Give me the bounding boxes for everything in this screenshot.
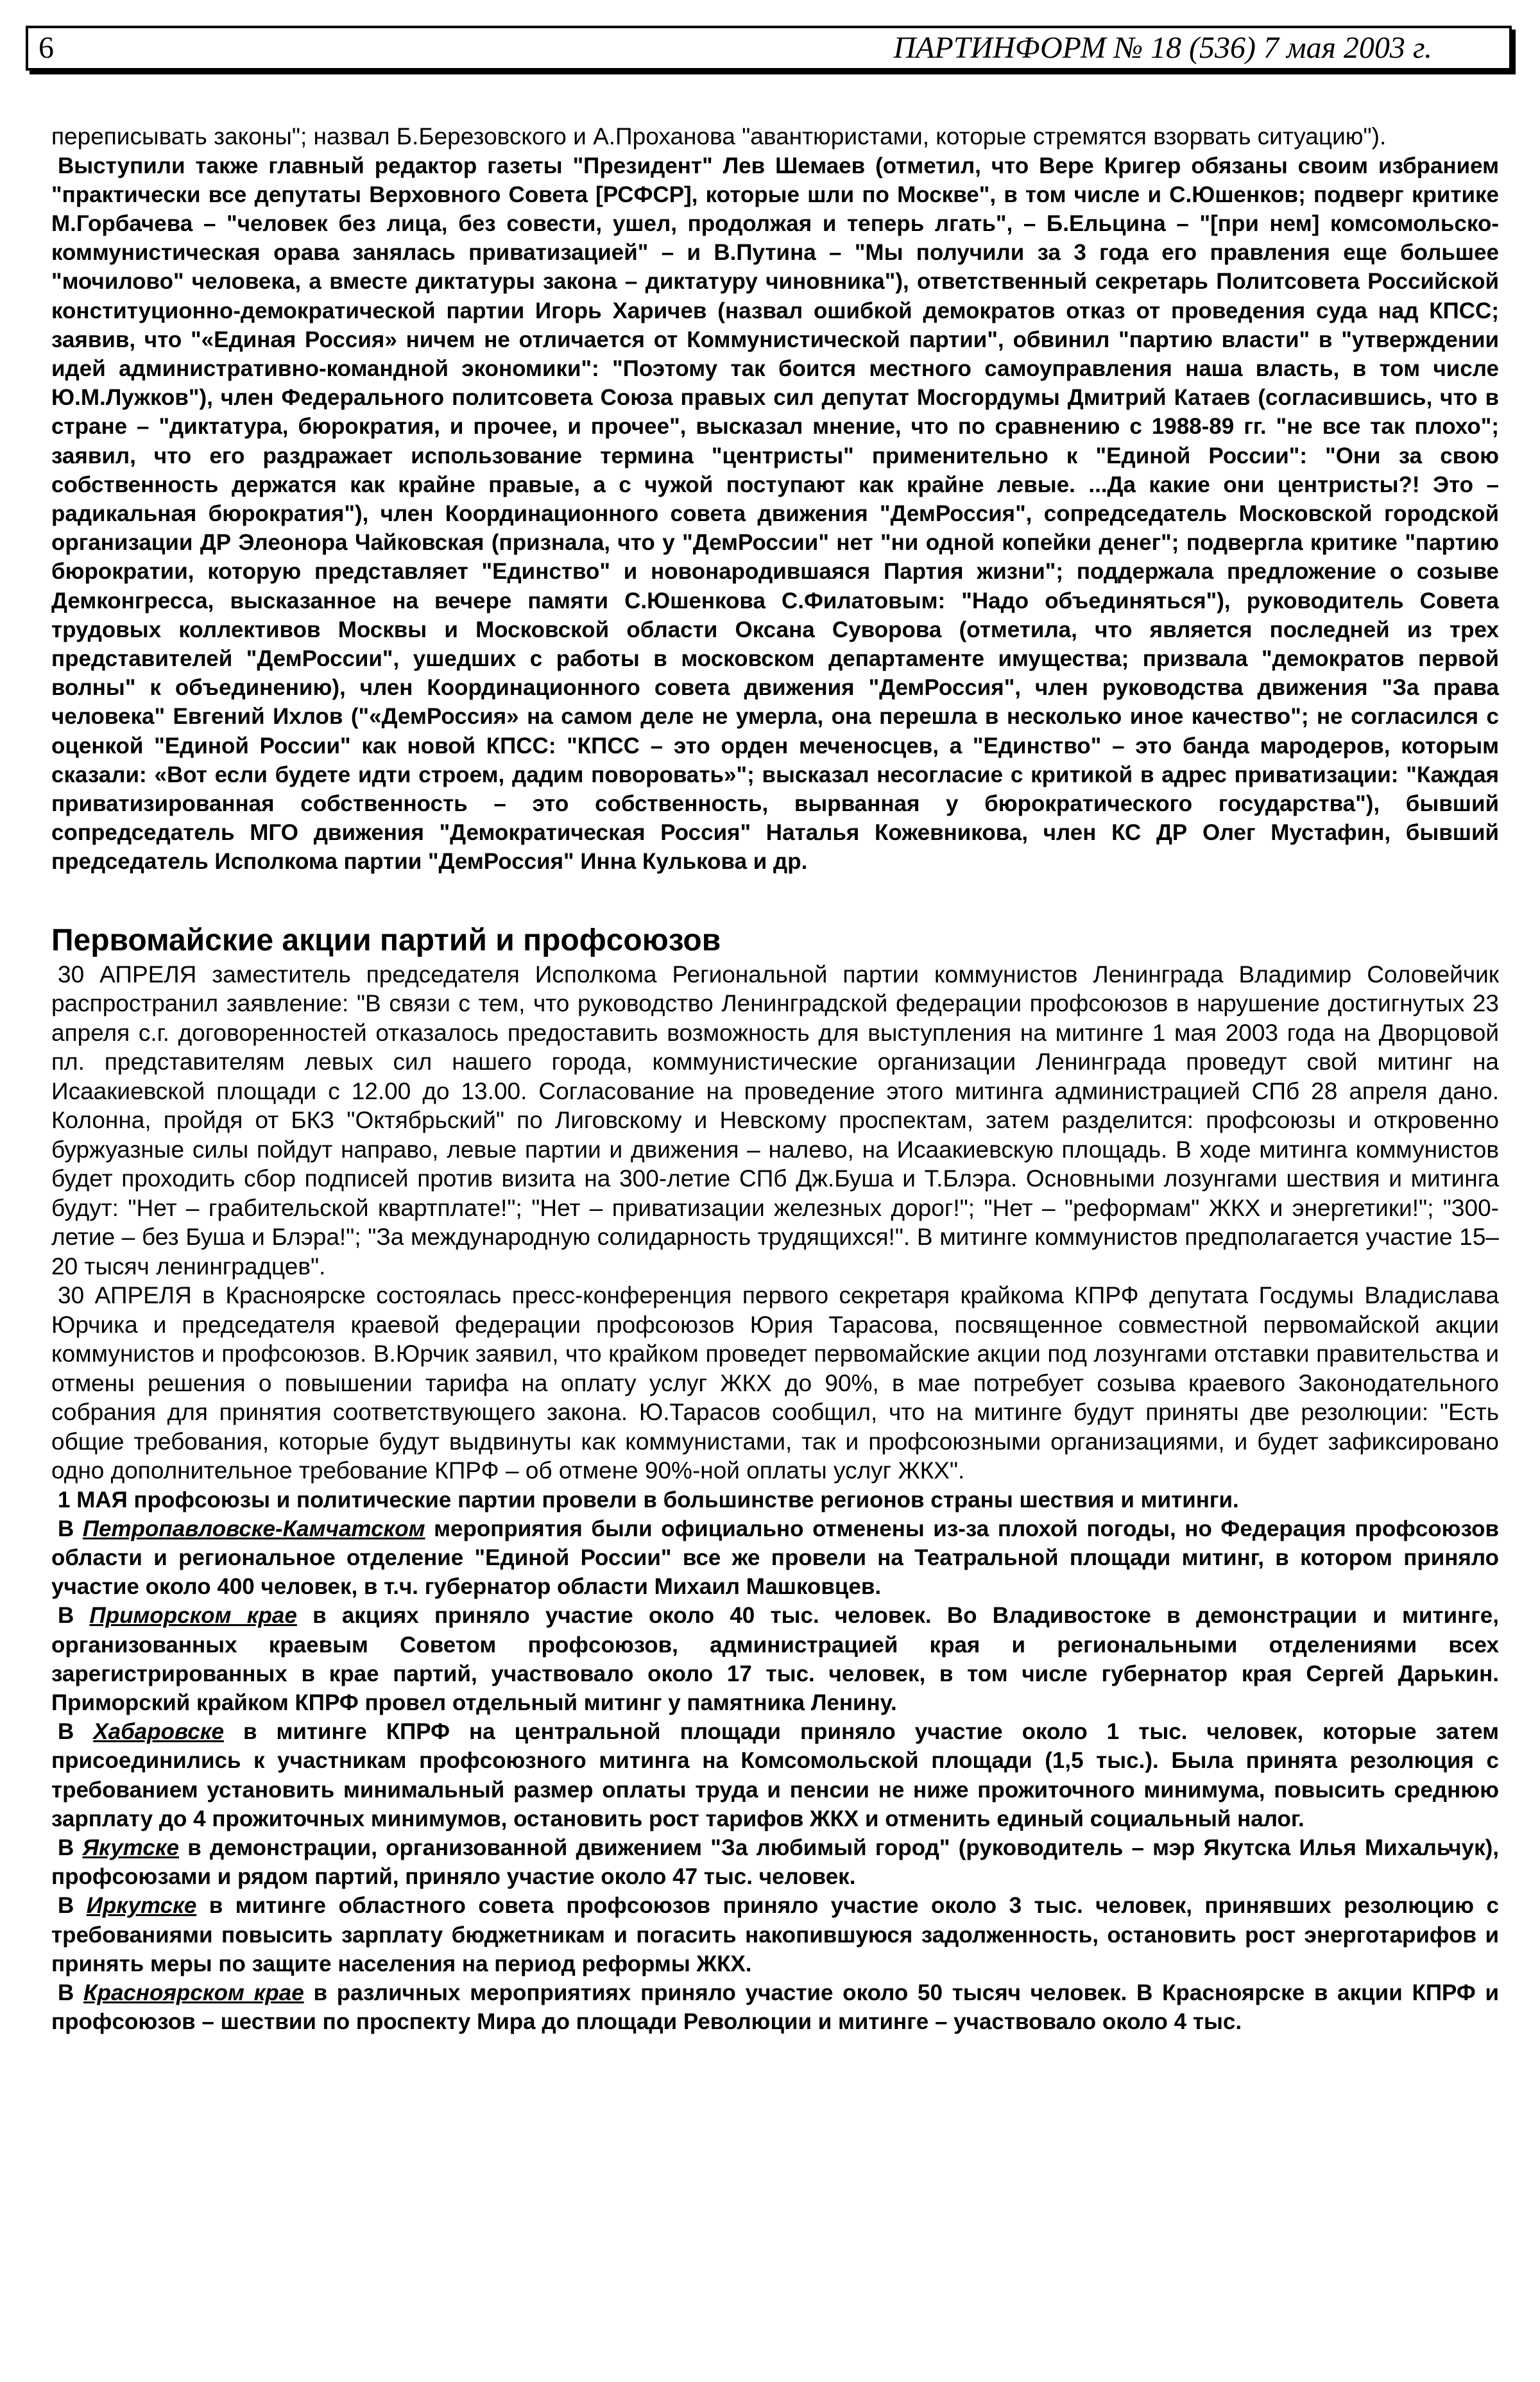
region-name: Приморском крае	[89, 1603, 297, 1629]
article-body	[51, 122, 1499, 2036]
region-paragraph: В Якутске в демонстрации, организованной движением "За любимый город" (руководитель – мэр Якутска Илья Михальчук), профсоюзами и рядом партий, приняло участие около 47 тыс. человек.	[51, 1835, 1499, 1890]
region-paragraph: В Петропавловске-Камчатском мероприятия были официально отменены из-за плохой погоды, но Федерация профсоюзов области и региональное отделение "Единой России" все же провели на Театральной площади митинг, в котором приняло участие около 400 человек, в т.ч. губернатор области Михаил Машковцев.	[51, 1516, 1499, 1600]
region-paragraph: В Приморском крае в акциях приняло участие около 40 тыс. человек. Во Владивостоке в демонстрации и митинге, организованных краевым Советом профсоюзов, администрацией края и региональными отделениями всех зарегистрированных в крае партий, участвовало около 17 тыс. человек, в том числе губернатор края Сергей Дарькин. Приморский крайком КПРФ провел отдельный митинг у памятника Ленину.	[51, 1603, 1499, 1715]
region-name: Петропавловске-Камчатском	[82, 1516, 425, 1541]
region-name: Якутске	[82, 1835, 180, 1861]
region-name: Хабаровске	[93, 1719, 224, 1745]
section-title: Первомайские акции партий и профсоюзов	[51, 923, 721, 957]
region-paragraph: В Иркутске в митинге областного совета профсоюзов приняло участие около 3 тыс. человек, принявших резолюцию с требованиями повысить зарплату бюджетникам и погасить накопившуюся задолженность, остановить рост энерготарифов и принять меры по защите населения на период реформы ЖКХ.	[51, 1893, 1500, 1976]
region-paragraph: В Красноярском крае в различных мероприятиях приняло участие около 50 тысяч человек. В Красноярске в акции КПРФ и профсоюзов – шествии по проспекту Мира до площади Революции и митинге – участвовало около 4 тыс.	[51, 1980, 1500, 2035]
region-paragraph: В Хабаровске в митинге КПРФ на центральной площади приняло участие около 1 тыс. человек, которые затем присоединились к участникам профсоюзного митинга на Комсомольской площади (1,5 тыс.). Была принята резолюция с требованием установить минимальный размер оплаты труда и пенсии не ниже прожиточного минимума, повысить среднюю зарплату до 4 прожиточных минимумов, остановить рост тарифов ЖКХ и отменить единый социальный налог.	[51, 1719, 1499, 1831]
region-name: Иркутске	[86, 1893, 197, 1919]
page-header	[26, 26, 1512, 71]
may-day-summary: 1 МАЯ профсоюзы и политические партии провели в большинстве регионов страны шествия и митинги.	[58, 1487, 1239, 1512]
publication-info: ПАРТИНФОРМ № 18 (536) 7 мая 2003 г.	[893, 31, 1432, 65]
leningrad-paragraph: 30 АПРЕЛЯ заместитель председателя Исполкома Региональной партии коммунистов Ленинграда Владимир Соловейчик распространил заявление: "В связи с тем, что руководство Ленинградской федерации профсоюзов в нарушение достигнутых 23 апреля с.г. договоренностей отказалось предоставить возможность для выступления на митинге 1 мая 2003 года на Дворцовой пл. представителям левых сил нашего города, коммунистические организации Ленинграда проведут свой митинг на Исаакиевской площади с 12.00 до 13.00. Согласование на проведение этого митинга администрацией СПб 28 апреля дано. Колонна, пройдя от БКЗ "Октябрьский" по Лиговскому и Невскому проспектам, затем разделится: профсоюзы и откровенно буржуазные силы пойдут направо, левые партии и движения – налево, на Исаакиевскую площадь. В ходе митинга коммунистов будет проходить сбор подписей против визита на 300-летие СПб Дж.Буша и Т.Блэра. Основными лозунгами шествия и митинга будут: "Нет – грабительской квартплате!"; "Нет – приватизации железных дорог!"; "Нет – "реформам" ЖКХ и энергетики!"; "300-летие – без Буша и Блэра!"; "За международную солидарность трудящихся!". В митинге коммунистов предполагается участие 15–20 тысяч ленинградцев".	[51, 961, 1499, 1280]
region-name: Красноярском крае	[83, 1980, 304, 2006]
speakers-paragraph: Выступили также главный редактор газеты "Президент" Лев Шемаев (отметил, что Вере Кригер обязаны своим избранием "практически все депутаты Верховного Совета [РСФСР], которые шли по Москве", в том числе и С.Юшенков; подверг критике М.Горбачева – "человек без лица, без совести, ушел, продолжая и теперь лгать", – Б.Ельцина – "[при нем] комсомольско-коммунистическая орава занялась приватизацией" – и В.Путина – "Мы получили за 3 года его правления еще большее "мочилово" человека, а вместе диктатуры закона – диктатуру чиновника"), ответственный секретарь Политсовета Российской конституционно-демократической партии Игорь Харичев (назвал ошибкой демократов отказ от проведения суда над КПСС; заявив, что "«Единая Россия» ничем не отличается от Коммунистической партии", обвинил "партию власти" в "утверждении идей административно-командной экономики": "Поэтому так боится местного самоуправления наша власть, в том числе Ю.М.Лужков"), член Федерального политсовета Союза правых сил депутат Мосгордумы Дмитрий Катаев (согласившись, что в стране – "диктатура, бюрократия, и прочее, и прочее", высказал мнение, что по сравнению с 1988-89 гг. "не все так плохо"; заявил, что его раздражает использование термина "центристы" применительно к "Единой России": "Они за свою собственность держатся как крайне правые, а с чужой поступают как крайне левые. ...Да какие они центристы?! Это – радикальная бюрократия"), член Координационного совета движения "ДемРоссия", сопредседатель Московской городской организации ДР Элеонора Чайковская (признала, что у "ДемРоссии" нет "ни одной копейки денег"; подвергла критике "партию бюрократии, которую представляет "Единство" и новонародившаяся Партия жизни"; поддержала предложение о созыве Демконгресса, высказанное на вечере памяти С.Юшенкова С.Филатовым: "Надо объединяться"), руководитель Совета трудовых коллективов Москвы и Московской области Оксана Суворова (отметила, что является последней из трех представителей "ДемРоссии", ушедших с работы в московском департаменте имущества; призвала "демократов первой волны" к объединению), член Координационного совета движения "ДемРоссия", член руководства движения "За права человека" Евгений Ихлов ("«ДемРоссия» на самом деле не умерла, она перешла в несколько иное качество"; не согласился с оценкой "Единой России" как новой КПСС: "КПСС – это орден меченосцев, а "Единство" – это банда мародеров, которым сказали: «Вот если будете идти строем, дадим поворовать»"; высказал несогласие с критикой в адрес приватизации: "Каждая приватизированная собственность – это собственность, вырванная у бюрократического государства"), бывший сопредседатель МГО движения "Демократическая Россия" Наталья Кожевникова, член КС ДР Олег Мустафин, бывший председатель Исполкома партии "ДемРоссия" Инна Кулькова и др.	[51, 153, 1499, 875]
intro-paragraph: переписывать законы"; назвал Б.Березовского и А.Проханова "авантюристами, которые стремятся взорвать ситуацию").	[51, 123, 1387, 150]
page-number: 6	[38, 31, 54, 65]
krasnoyarsk-press-paragraph: 30 АПРЕЛЯ в Красноярске состоялась пресс-конференция первого секретаря крайкома КПРФ депутата Госдумы Владислава Юрчика и председателя краевой федерации профсоюзов Юрия Тарасова, посвященное совместной первомайской акции коммунистов и профсоюзов. В.Юрчик заявил, что крайком проведет первомайские акции под лозунгами отставки правительства и отмены решения о повышении тарифа на оплату услуг ЖКХ до 90%, в мае потребует созыва краевого Законодательного собрания для принятия соответствующего закона. Ю.Тарасов сообщил, что на митинге будут приняты две резолюции: "Есть общие требования, которые будут выдвинуты как коммунистами, так и профсоюзными организациями, и будет зафиксировано одно дополнительное требование КПРФ – об отмене 90%-ной оплаты услуг ЖКХ".	[51, 1282, 1499, 1484]
